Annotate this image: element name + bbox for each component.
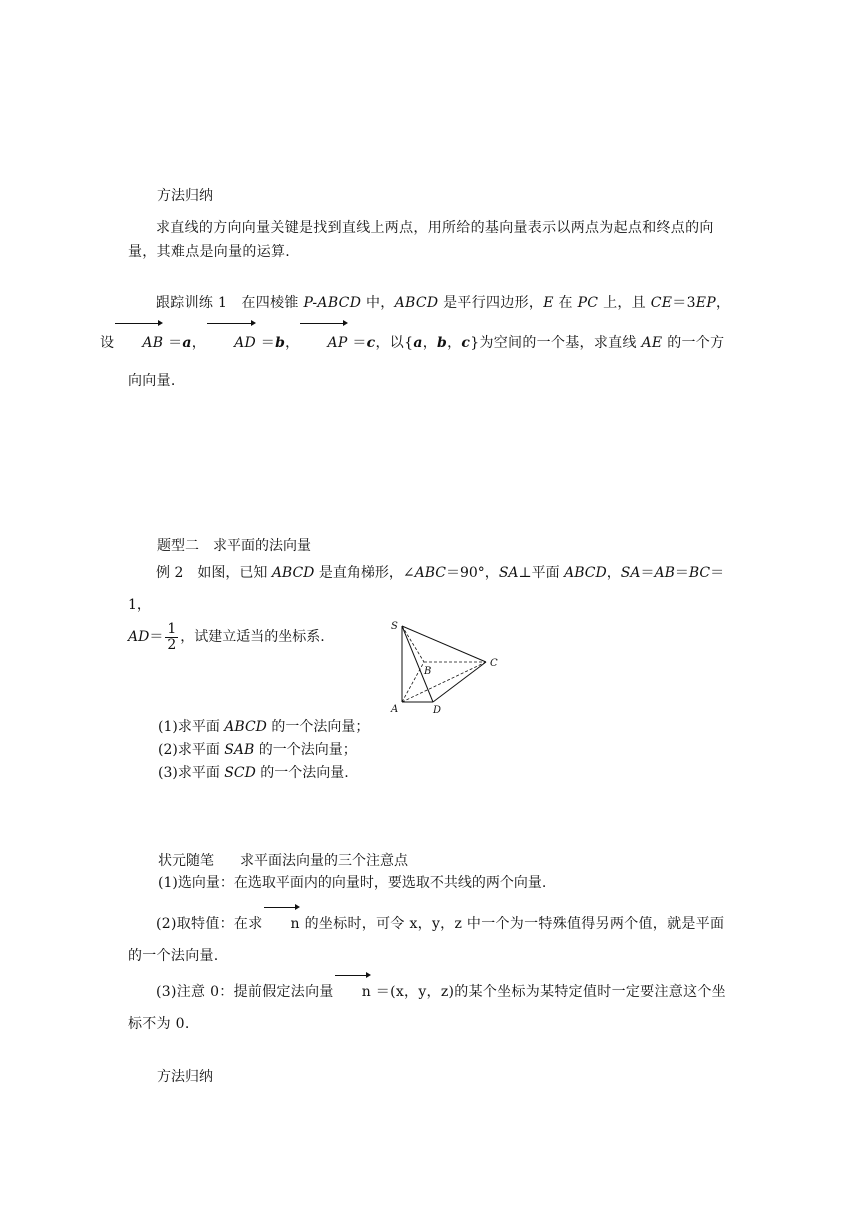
question-1: (1)求平面 ABCD 的一个法向量； xyxy=(158,719,370,735)
label-b: B xyxy=(424,666,432,677)
example-2-text: 例 2 如图，已知 ABCD 是直角梯形，∠ABC＝90°，SA⊥平面 ABCD，SA＝AB＝BC＝1， AD＝ $\frac{1}{2}$ ，试建立适当的坐标系. xyxy=(128,565,725,653)
method-summary-heading-2: 方法归纳 xyxy=(157,1069,213,1085)
vector-ab: AB xyxy=(114,322,163,362)
edge-ab-hidden xyxy=(402,662,424,702)
example-label: 例 2 xyxy=(156,565,184,581)
notes-title-line xyxy=(158,850,766,872)
note-1: (1)选向量：在选取平面内的向量时，要选取不共线的两个向量. xyxy=(158,875,547,891)
notes-title: 状元随笔 xyxy=(158,853,214,869)
edge-ac-hidden xyxy=(402,662,486,702)
vector-ad: AD xyxy=(206,322,256,362)
label-a: A xyxy=(391,704,399,715)
pyramid-diagram xyxy=(388,618,518,716)
exercise-label: 跟踪训练 1 xyxy=(156,295,228,311)
edge-sb-hidden xyxy=(402,626,424,662)
method-summary-heading: 方法归纳 xyxy=(157,188,213,204)
label-c: C xyxy=(490,658,498,669)
label-s: S xyxy=(391,621,398,632)
label-d: D xyxy=(433,705,442,716)
method-summary-text: 求直线的方向向量关键是找到直线上两点，用所给的基向量表示以两点为起点和终点的向量，其难点是向量的运算. xyxy=(128,220,714,260)
fraction-one-half: $\frac{1}{2}$ xyxy=(167,620,177,653)
example-2-questions xyxy=(158,716,766,785)
vector-n-2: n xyxy=(334,974,371,1008)
notes-subtitle: 求平面法向量的三个注意点 xyxy=(240,853,408,869)
note-3: (3)注意 0：提前假定法向量 n ＝(x，y，z)的某个坐标为某特定值时一定要注意这个坐标不为 0. xyxy=(128,974,736,1040)
question-3: (3)求平面 SCD 的一个法向量. xyxy=(158,765,349,781)
pyramid-figure xyxy=(388,618,518,716)
exercise-1-text: 跟踪训练 1 在四棱锥 P-ABCD 中，ABCD 是平行四边形，E 在 PC 上，且 CE＝3EP， 设 AB ＝a， AD ＝b， AP ＝c，以{a，b，c}为空间的一个基，求直线 AE 的一个方向向量. xyxy=(100,295,731,389)
question-2: (2)求平面 SAB 的一个法向量； xyxy=(158,742,357,758)
topic-two-heading: 题型二 求平面的法向量 xyxy=(157,538,311,554)
edge-dc xyxy=(433,662,486,702)
vector-n: n xyxy=(263,906,300,940)
vector-ap: AP xyxy=(299,322,347,362)
note-2: (2)取特值：在求 n 的坐标时，可令 x，y，z 中一个为一特殊值得另两个值，就是平面的一个法向量. xyxy=(128,906,736,972)
